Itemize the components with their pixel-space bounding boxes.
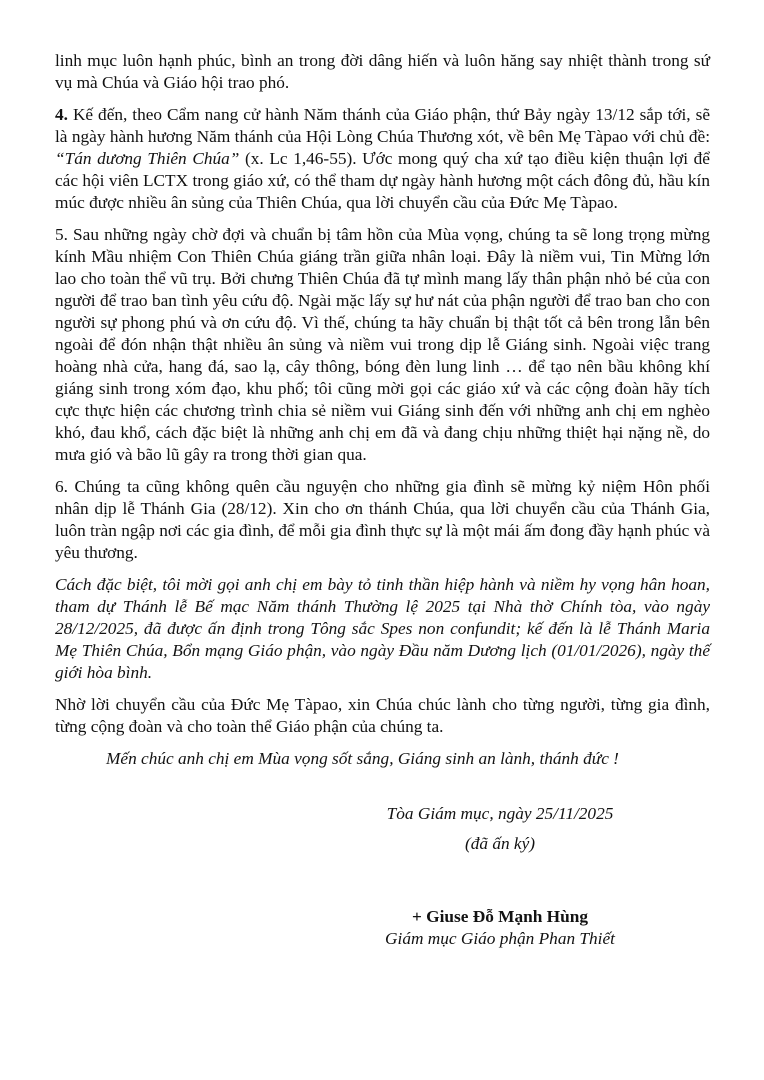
text-run: Cách đặc biệt, tôi mời gọi anh chị em bày tỏ tinh thần hiệp hành và niềm hy vọng hân hoan, tham dự Thánh lễ Bế mạc Năm thánh Thường lệ 2025 tại Nhà thờ Chính tòa, vào ngày 28/12/2025, đã được ấn định trong Tông sắc Spes non confundit; kế đến là lễ Thánh Maria Mẹ Thiên Chúa, Bổn mạng Giáo phận, vào ngày Đầu năm Dương lịch (01/01/2026), ngày thế giới hòa bình. xyxy=(55,575,710,682)
place-date-line: Tòa Giám mục, ngày 25/11/2025 xyxy=(386,804,614,823)
text-run: linh mục luôn hạnh phúc, bình an trong đời dâng hiến và luôn hăng say nhiệt thành trong sứ vụ mà Chúa và Giáo hội trao phó. xyxy=(55,51,710,92)
date-place-block xyxy=(290,803,710,855)
signature-block xyxy=(290,906,710,950)
signed-note: (đã ấn ký) xyxy=(464,834,536,853)
text-run: “Tán dương Thiên Chúa” xyxy=(55,149,240,168)
paragraph-special-invitation xyxy=(55,574,710,684)
bishop-name: + Giuse Đỗ Mạnh Hùng xyxy=(412,907,588,926)
paragraph-item-5 xyxy=(55,224,710,466)
paragraph-blessing xyxy=(55,694,710,738)
text-run: 4. xyxy=(55,105,68,124)
text-run: 6. Chúng ta cũng không quên cầu nguyện cho những gia đình sẽ mừng kỷ niệm Hôn phối nhân dịp lễ Thánh Gia (28/12). Xin cho ơn thánh Chúa, qua lời chuyển cầu của Thánh Gia, luôn tràn ngập nơi các gia đình, để mỗi gia đình thực sự là một mái ấm đong đầy hạnh phúc và yêu thương. xyxy=(55,477,710,562)
paragraph-continuation xyxy=(55,50,710,94)
text-run: Nhờ lời chuyển cầu của Đức Mẹ Tàpao, xin Chúa chúc lành cho từng người, từng gia đình, từng cộng đoàn và cho toàn thể Giáo phận của chúng ta. xyxy=(55,695,710,736)
paragraph-item-6 xyxy=(55,476,710,564)
text-run: Kế đến, theo Cẩm nang cử hành Năm thánh của Giáo phận, thứ Bảy ngày 13/12 sắp tới, sẽ là ngày hành hương Năm thánh của Hội Lòng Chúa Thương xót, về bên Mẹ Tàpao với chủ đề: xyxy=(55,105,710,146)
closing-wish: Mến chúc anh chị em Mùa vọng sốt sắng, Giáng sinh an lành, thánh đức ! xyxy=(106,749,619,768)
text-run: 5. Sau những ngày chờ đợi và chuẩn bị tâm hồn của Mùa vọng, chúng ta sẽ long trọng mừng kính Mầu nhiệm Con Thiên Chúa giáng trần giữa nhân loại. Đây là niềm vui, Tin Mừng lớn lao cho toàn thể vũ trụ. Bởi chưng Thiên Chúa đã tự mình mang lấy thân phận nhỏ bé của con người để trao ban tình yêu cứu độ. Ngài mặc lấy sự hư nát của phận người để trao ban cho con người sự phong phú và ơn cứu độ. Vì thế, chúng ta hãy chuẩn bị thật tốt cả bên trong lẫn bên ngoài để đón nhận thật nhiều ân sủng và niềm vui trong dịp lễ Giáng sinh. Ngoài việc trang hoàng nhà cửa, hang đá, sao lạ, cây thông, bóng đèn lung linh … để tạo nên bầu không khí giáng sinh trong xóm đạo, khu phố; tôi cũng mời gọi các giáo xứ và các cộng đoàn hãy tích cực thực hiện các chương trình chia sẻ niềm vui Giáng sinh đến với những anh chị em nghèo khó, đau khổ, cách đặc biệt là những anh chị em đã và đang chịu những thiệt hại nặng nề, do mưa gió và bão lũ gây ra trong thời gian qua. xyxy=(55,225,710,464)
text-run: (x. Lc 1,46-55). Ước mong quý cha xứ tạo điều kiện thuận lợi để các hội viên LCTX trong giáo xứ, có thể tham dự ngày hành hương một cách đông đủ, hầu kín múc được nhiều ân sủng của Thiên Chúa, qua lời chuyển cầu của Đức Mẹ Tàpao. xyxy=(55,149,710,212)
bishop-title: Giám mục Giáo phận Phan Thiết xyxy=(385,929,615,948)
paragraph-item-4 xyxy=(55,104,710,214)
